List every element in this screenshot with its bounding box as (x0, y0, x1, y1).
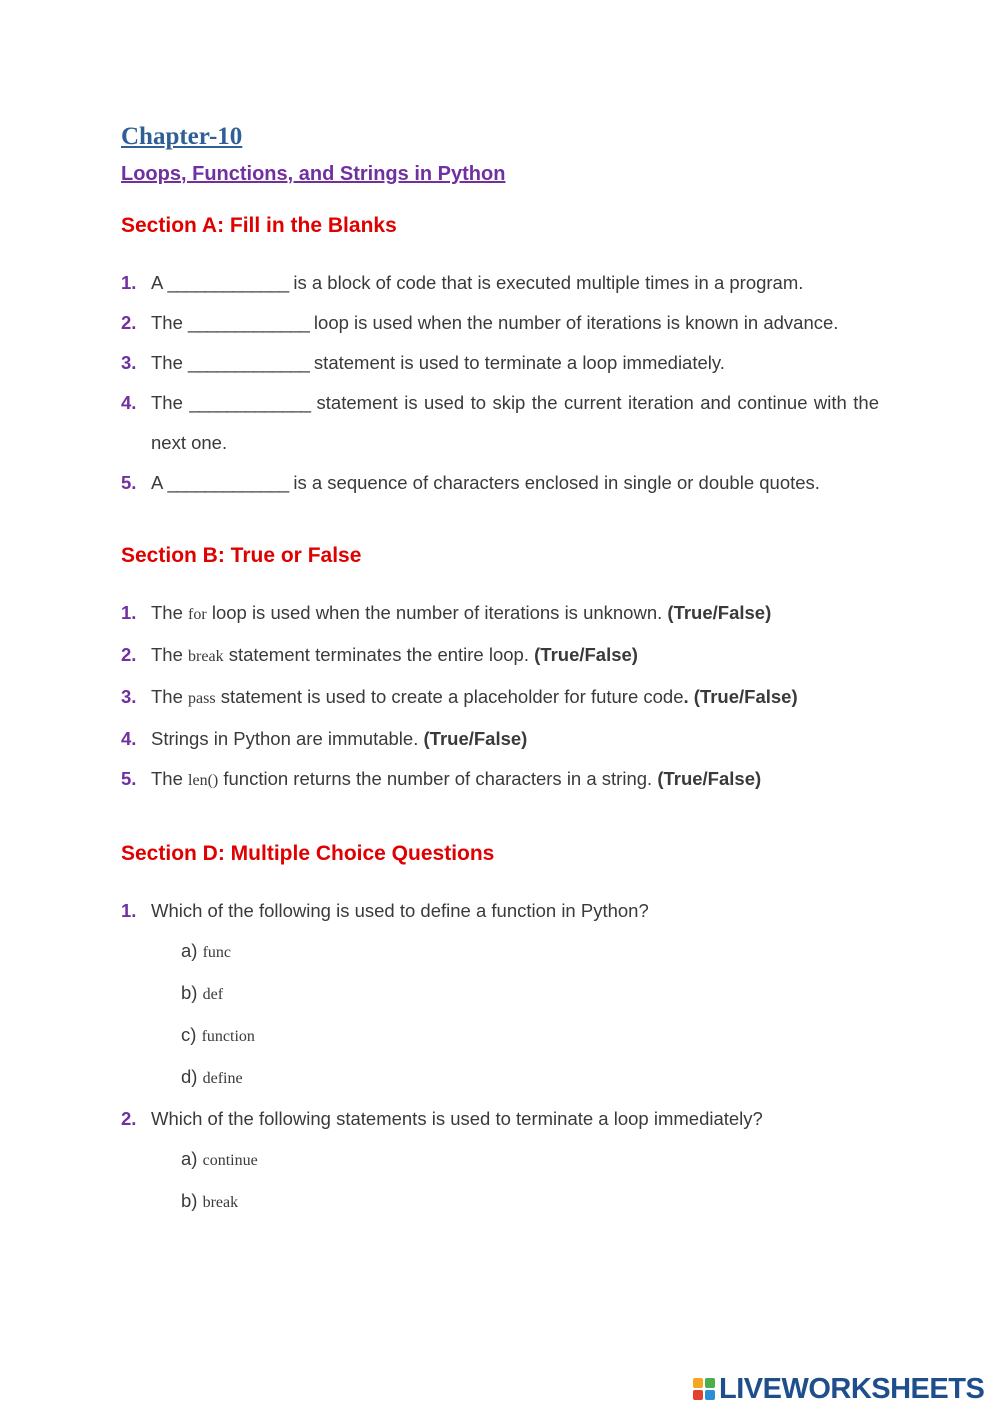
blank-field[interactable]: _____________ (167, 472, 289, 493)
section-b-title: Section B: True or False (121, 544, 362, 567)
section-a-title: Section A: Fill in the Blanks (121, 214, 397, 237)
true-false-choice[interactable]: (True/False) (657, 768, 762, 789)
true-false-choice[interactable]: (True/False) (423, 728, 528, 749)
fill-blank-question: 5. A _____________ is a sequence of characters enclosed in single or double quotes. (121, 472, 820, 493)
blank-field[interactable]: _____________ (188, 352, 309, 373)
true-false-choice[interactable]: (True/False) (667, 602, 772, 623)
fill-blank-question: 1. A _____________ is a block of code that is executed multiple times in a program. (121, 272, 804, 293)
true-false-question: 5. The len() function returns the number of characters in a string. (True/False) (121, 768, 762, 789)
mcq-options (151, 931, 879, 1099)
true-false-choice[interactable]: . (True/False) (683, 686, 798, 707)
true-false-question: 4. Strings in Python are immutable. (True/False) (121, 728, 528, 749)
blank-field[interactable]: _____________ (167, 272, 289, 293)
logo-text: LIVEWORKSHEETS (719, 1372, 985, 1405)
mcq-options (151, 1139, 879, 1223)
mcq-option[interactable]: b) def (181, 982, 224, 1003)
chapter-title: Chapter-10 (121, 123, 243, 150)
section-d-title: Section D: Multiple Choice Questions (121, 842, 495, 865)
section-b-list (121, 593, 879, 801)
liveworksheets-logo (692, 1374, 984, 1404)
fill-blank-question: 2. The _____________ loop is used when the number of iterations is known in advance. (121, 312, 839, 333)
mcq-option[interactable]: a) continue (181, 1148, 258, 1169)
true-false-question: 3. The pass statement is used to create a placeholder for future code. (True/False) (121, 686, 798, 707)
true-false-question: 1. The for loop is used when the number of iterations is unknown. (True/False) (121, 602, 772, 623)
liveworksheets-logo-icon (692, 1377, 716, 1401)
mcq-option[interactable]: d) define (181, 1066, 243, 1087)
mcq-option[interactable]: c) function (181, 1024, 255, 1045)
mcq-option[interactable]: a) func (181, 940, 232, 961)
fill-blank-question: 4. The _____________ statement is used to skip the current iteration and continue with the next one. (121, 392, 879, 453)
blank-field[interactable]: _____________ (188, 312, 309, 333)
worksheet-page (121, 118, 879, 1223)
fill-blank-question: 3. The _____________ statement is used to terminate a loop immediately. (121, 352, 725, 373)
true-false-question: 2. The break statement terminates the entire loop. (True/False) (121, 644, 638, 665)
section-a-list (121, 263, 879, 503)
mcq-question: 1. Which of the following is used to define a function in Python? a) func b) def c) function d) define (121, 891, 879, 1099)
mcq-question: 2. Which of the following statements is used to terminate a loop immediately? a) continue b) break (121, 1099, 879, 1223)
mcq-option[interactable]: b) break (181, 1190, 239, 1211)
true-false-choice[interactable]: (True/False) (534, 644, 638, 665)
section-d-list (121, 891, 879, 1223)
chapter-subtitle: Loops, Functions, and Strings in Python (121, 163, 506, 185)
blank-field[interactable]: _____________ (189, 392, 311, 413)
